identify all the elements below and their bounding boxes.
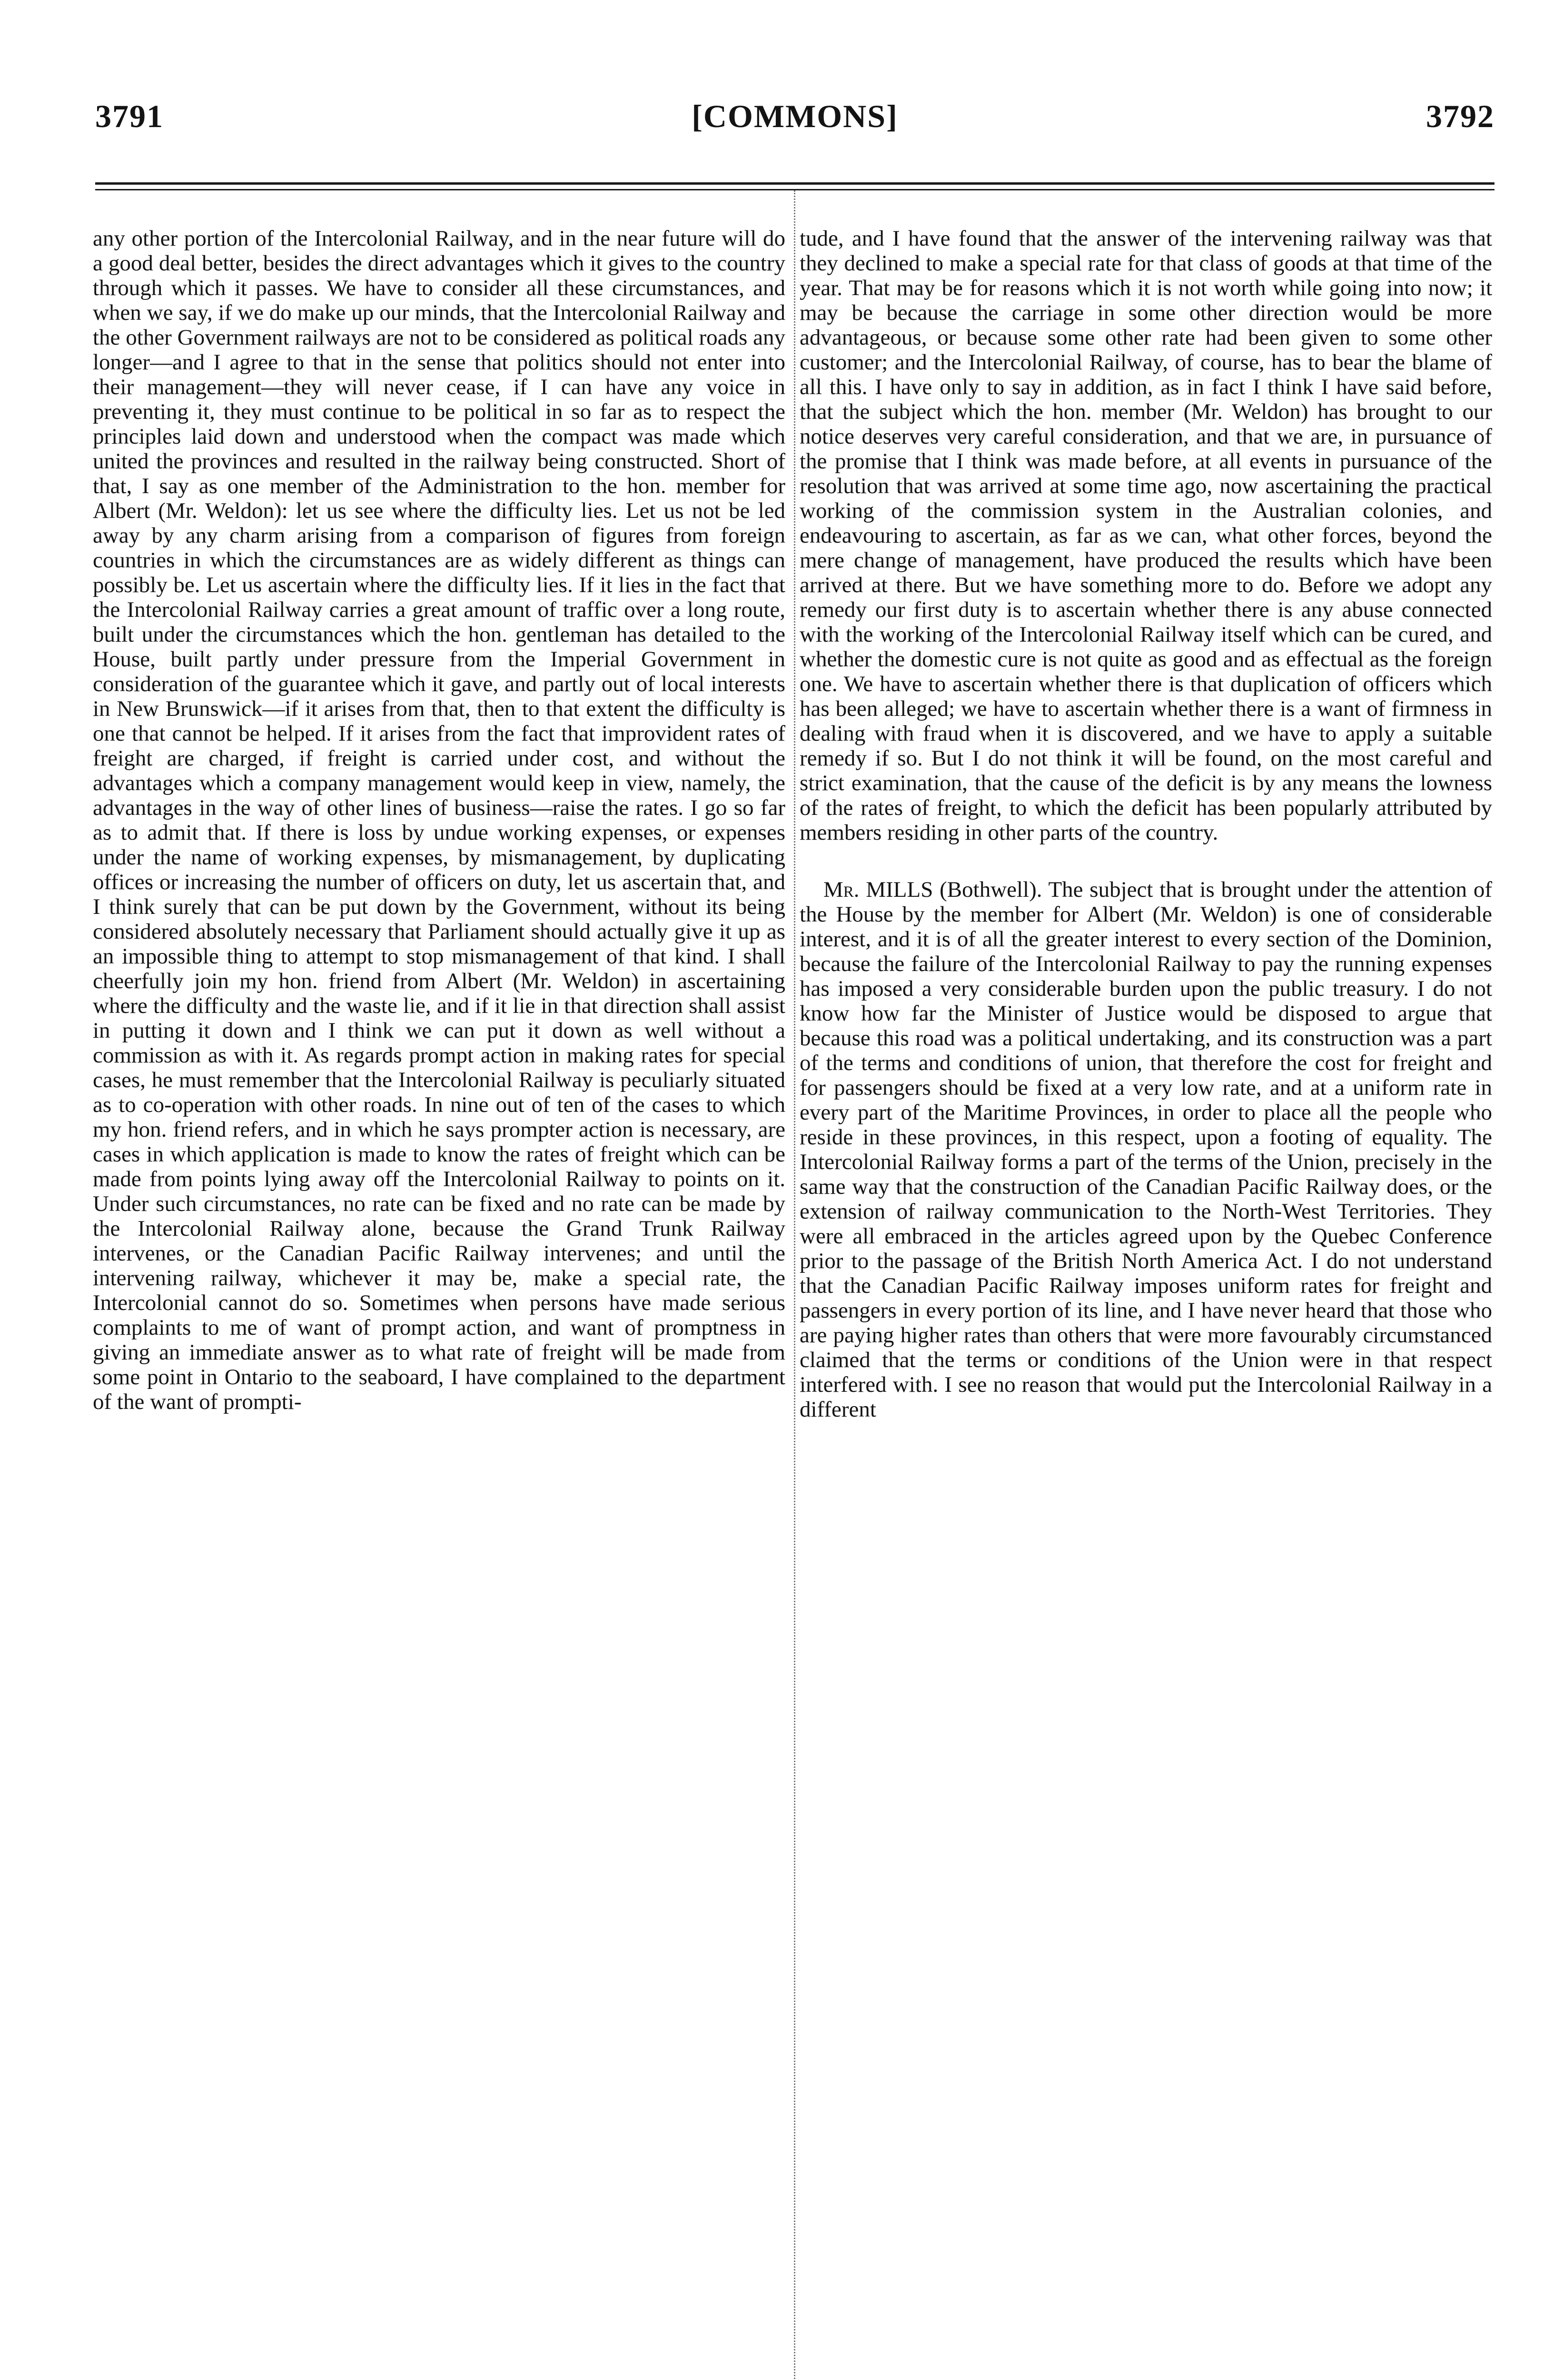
speech-text-mills: (Bothwell). The subject that is brought under the attention of the House by the member for Albert (Mr. Weldon) is one of considerable interest, and it is of all the greater interest to every section of the Dominion, because the failure of the Intercolonial Railway to pay the running expenses has imposed a very considerable burden upon the public treasury. I do not know how far the Minister of Justice would be disposed to argue that because this road was a political undertaking, and its construction was a part of the terms and conditions of union, that therefore the cost for freight and for passengers should be fixed at a very low rate, and at a uniform rate in every part of the Maritime Provinces, in order to place all the people who reside in these provinces, in this respect, upon a footing of equality. The Intercolonial Railway forms a part of the terms of the Union, precisely in the same way that the construction of the Canadian Pacific Railway does, or the extension of railway communication to the North-West Territories. They were all embraced in the articles agreed upon by the Quebec Conference prior to the passage of the British North America Act. I do not understand that the Canadian Pacific Railway imposes uniform rates for freight and passengers in every portion of its line, and I have never heard that those who are paying higher rates than others that were more favourably circumstanced claimed that the terms or conditions of the Union were in that respect interfered with. I see no reason that would put the Intercolonial Railway in a different: [800, 877, 1492, 1422]
column-divider: [794, 190, 795, 2380]
page-header: [95, 98, 1495, 140]
running-title: [COMMONS]: [692, 98, 898, 134]
speaker-name-mills: Mr. MILLS: [823, 877, 933, 902]
right-column: [800, 226, 1492, 1422]
left-column-paragraph: any other portion of the Intercolonial Railway, and in the near future will do a good deal better, besides the direct advantages which it gives to the country through which it passes. We have to consider all these circumstances, and when we say, if we do make up our minds, that the Intercolonial Railway and the other Government railways are not to be considered as political roads any longer—and I agree to that in the sense that politics should not enter into their management—they will never cease, if I can have any voice in preventing it, they must continue to be political in so far as to respect the principles laid down and understood when the compact was made which united the provinces and resulted in the railway being constructed. Short of that, I say as one member of the Administration to the hon. member for Albert (Mr. Weldon): let us see where the difficulty lies. Let us not be led away by any charm arising from a comparison of figures from foreign countries in which the circumstances are as widely different as things can possibly be. Let us ascertain where the difficulty lies. If it lies in the fact that the Intercolonial Railway carries a great amount of traffic over a long route, built under the circumstances which the hon. gentleman has detailed to the House, built partly under pressure from the Imperial Government in consideration of the guarantee which it gave, and partly out of local interests in New Brunswick—if it arises from that, then to that extent the difficulty is one that cannot be helped. If it arises from the fact that improvident rates of freight are charged, if freight is carried under cost, and without the advantages which a company management would keep in view, namely, the advantages in the way of other lines of business—raise the rates. I go so far as to admit that. If there is loss by undue working expenses, or expenses under the name of working expenses, by mismanagement, by duplicating offices or increasing the number of officers on duty, let us ascertain that, and I think surely that can be put down by the Government, without its being considered absolutely necessary that Parliament should actually give it up as an impossible thing to attempt to stop mismanagement of that kind. I shall cheerfully join my hon. friend from Albert (Mr. Weldon) in ascertaining where the difficulty and the waste lie, and if it lie in that direction shall assist in putting it down and I think we can put it down as well without a commission as with it. As regards prompt action in making rates for special cases, he must remember that the Intercolonial Railway is peculiarly situated as to co-operation with other roads. In nine out of ten of the cases to which my hon. friend refers, and in which he says prompter action is necessary, are cases in which application is made to know the rates of freight which can be made from points lying away off the Intercolonial Railway to points on it. Under such circumstances, no rate can be fixed and no rate can be made by the Intercolonial Railway alone, because the Grand Trunk Railway intervenes, or the Canadian Pacific Railway intervenes; and until the intervening railway, whichever it may be, make a special rate, the Intercolonial cannot do so. Sometimes when persons have made serious complaints to me of want of prompt action, and want of promptness in giving an immediate answer as to what rate of freight will be made from some point in Ontario to the seaboard, I have complained to the department of the want of prompti-: [93, 226, 785, 1414]
left-column: [93, 226, 785, 1414]
page-number-left: 3791: [95, 98, 164, 134]
header-rule-thick: [95, 182, 1495, 185]
right-column-paragraph-1: tude, and I have found that the answer of the intervening railway was that they declined to make a special rate for that class of goods at that time of the year. That may be for reasons which it is not worth while going into now; it may be because the carriage in some other direction would be more advantageous, or because some other rate had been given to some other customer; and the Intercolonial Railway, of course, has to bear the blame of all this. I have only to say in addition, as in fact I think I have said before, that the subject which the hon. member (Mr. Weldon) has brought to our notice deserves very careful consideration, and that we are, in pursuance of the promise that I think was made before, at all events in pursuance of the resolution that was arrived at some time ago, now ascertaining the practical working of the commission system in the Australian colonies, and endeavouring to ascertain, as far as we can, what other forces, beyond the mere change of management, have produced the results which have been arrived at there. But we have something more to do. Before we adopt any remedy our first duty is to ascertain whether there is any abuse connected with the working of the Intercolonial Railway itself which can be cured, and whether the domestic cure is not quite as good and as effectual as the foreign one. We have to ascertain whether there is that duplication of officers which has been alleged; we have to ascertain whether there is a want of firmness in dealing with fraud when it is discovered, and we have to apply a suitable remedy if so. But I do not think it will be found, on the most careful and strict examination, that the cause of the deficit is by any means the lowness of the rates of freight, to which the deficit has been popularly attributed by members residing in other parts of the country.: [800, 226, 1492, 845]
right-column-paragraph-2: [800, 877, 1492, 1422]
page-number-right: 3792: [1426, 98, 1495, 134]
